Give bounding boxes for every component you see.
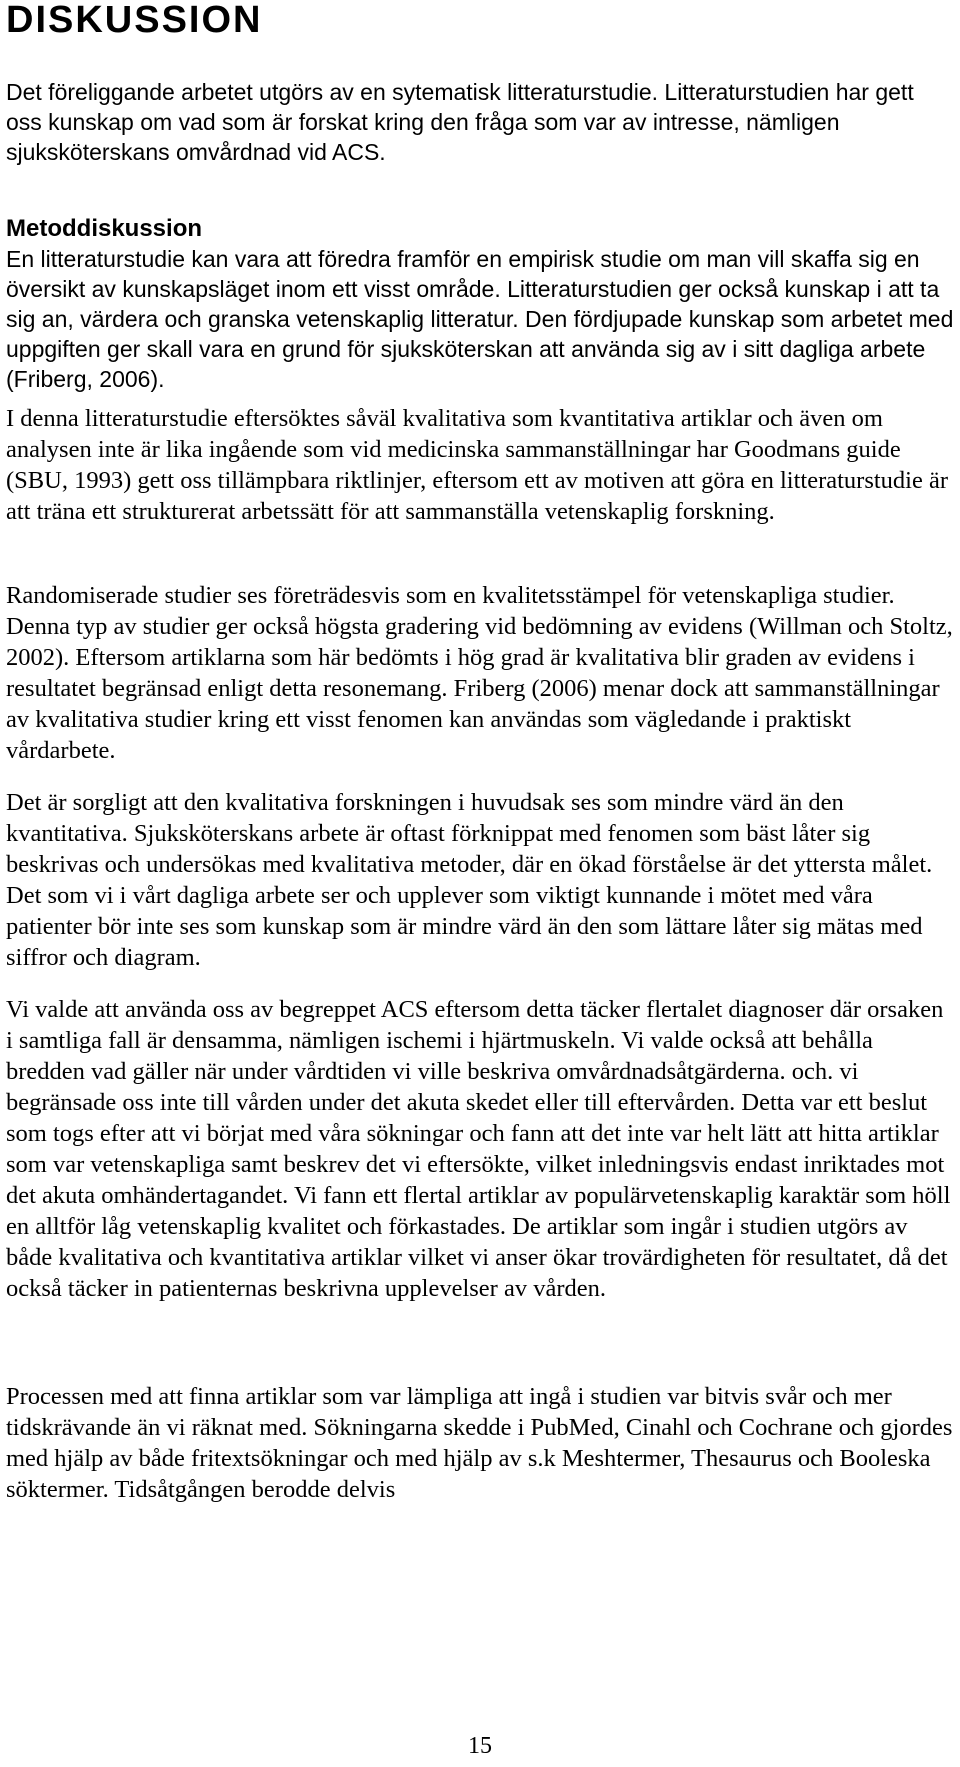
body-paragraph: Processen med att finna artiklar som var lämpliga att ingå i studien var bitvis svår och mer tidskrävande än vi räknat med. Sökningarna skedde i PubMed, Cinahl och Cochrane och gjordes med hjälp av både fritextsökningar och med hjälp av s.k Meshtermer, Thesaurus och Booleska söktermer. Tidsåtgången berodde delvis	[6, 1383, 953, 1503]
body-paragraph: Det är sorgligt att den kvalitativa forskningen i huvudsak ses som mindre värd än den kvantitativa. Sjuksköterskans arbete är oftast förknippat med fenomen som bäst låter sig beskrivas och undersökas med kvalitativa metoder, där en ökad förståelse är det yttersta målet. Det som vi i vårt dagliga arbete ser och upplever som viktigt kunnande i mötet med våra patienter bör inte ses som kunskap som är mindre värd än den som lättare låter sig mätas med siffror och diagram.	[6, 789, 933, 971]
body-paragraph: I denna litteraturstudie eftersöktes såväl kvalitativa som kvantitativa artiklar och även om analysen inte är lika ingående som vid medicinska sammanställningar har Goodmans guide (SBU, 1993) gett oss tillämpbara riktlinjer, eftersom ett av motiven att göra en litteraturstudie är att träna ett strukturerat arbetssätt för att sammanställa vetenskaplig forskning.	[6, 405, 949, 525]
body-paragraph: Randomiserade studier ses företrädesvis som en kvalitetsstämpel för vetenskapliga studier. Denna typ av studier ger också högsta gradering vid bedömning av evidens (Willman och Stoltz, 2002). Eftersom artiklarna som här bedömts i hög grad är kvalitativa blir graden av evidens i resultatet begränsad enligt detta resonemang. Friberg (2006) menar dock att sammanställningar av kvalitativa studier kring ett visst fenomen kan användas som vägledande i praktiskt vårdarbete.	[6, 582, 953, 764]
intro-paragraph: Det föreliggande arbetet utgörs av en sytematisk litteraturstudie. Litteraturstudien har gett oss kunskap om vad som är forskat kring den fråga som var av intresse, nämligen sjuksköterskans omvårdnad vid ACS.	[6, 79, 914, 165]
page-number: 15	[468, 1733, 492, 1759]
section-heading: Metoddiskussion	[6, 215, 203, 242]
page-title: DISKUSSION	[6, 0, 263, 41]
section-intro-paragraph: En litteraturstudie kan vara att föredra framför en empirisk studie om man vill skaffa sig en översikt av kunskapsläget inom ett visst område. Litteraturstudien ger också kunskap i att ta sig an, värdera och granska vetenskaplig litteratur. Den fördjupade kunskap som arbetet med uppgiften ger skall vara en grund för sjuksköterskan att använda sig av i sitt dagliga arbete (Friberg, 2006).	[6, 246, 954, 392]
body-paragraph: Vi valde att använda oss av begreppet ACS eftersom detta täcker flertalet diagnoser där orsaken i samtliga fall är densamma, nämligen ischemi i hjärtmuskeln. Vi valde också att behålla bredden vad gäller när under vårdtiden vi ville beskriva omvårdnadsåtgärderna. och. vi begränsade oss inte till vården under det akuta skedet eller till eftervården. Detta var ett beslut som togs efter att vi börjat med våra sökningar och fann att det inte var helt lätt att hitta artiklar som var vetenskapliga samt beskrev det vi eftersökte, vilket inledningsvis endast inriktades mot det akuta omhändertagandet. Vi fann ett flertal artiklar av populärvetenskaplig karaktär som höll en alltför låg vetenskaplig kvalitet och förkastades. De artiklar som ingår i studien utgörs av både kvalitativa och kvantitativa artiklar vilket vi anser ökar trovärdigheten för resultatet, då det också täcker in patienternas beskrivna upplevelser av vården.	[6, 996, 951, 1302]
